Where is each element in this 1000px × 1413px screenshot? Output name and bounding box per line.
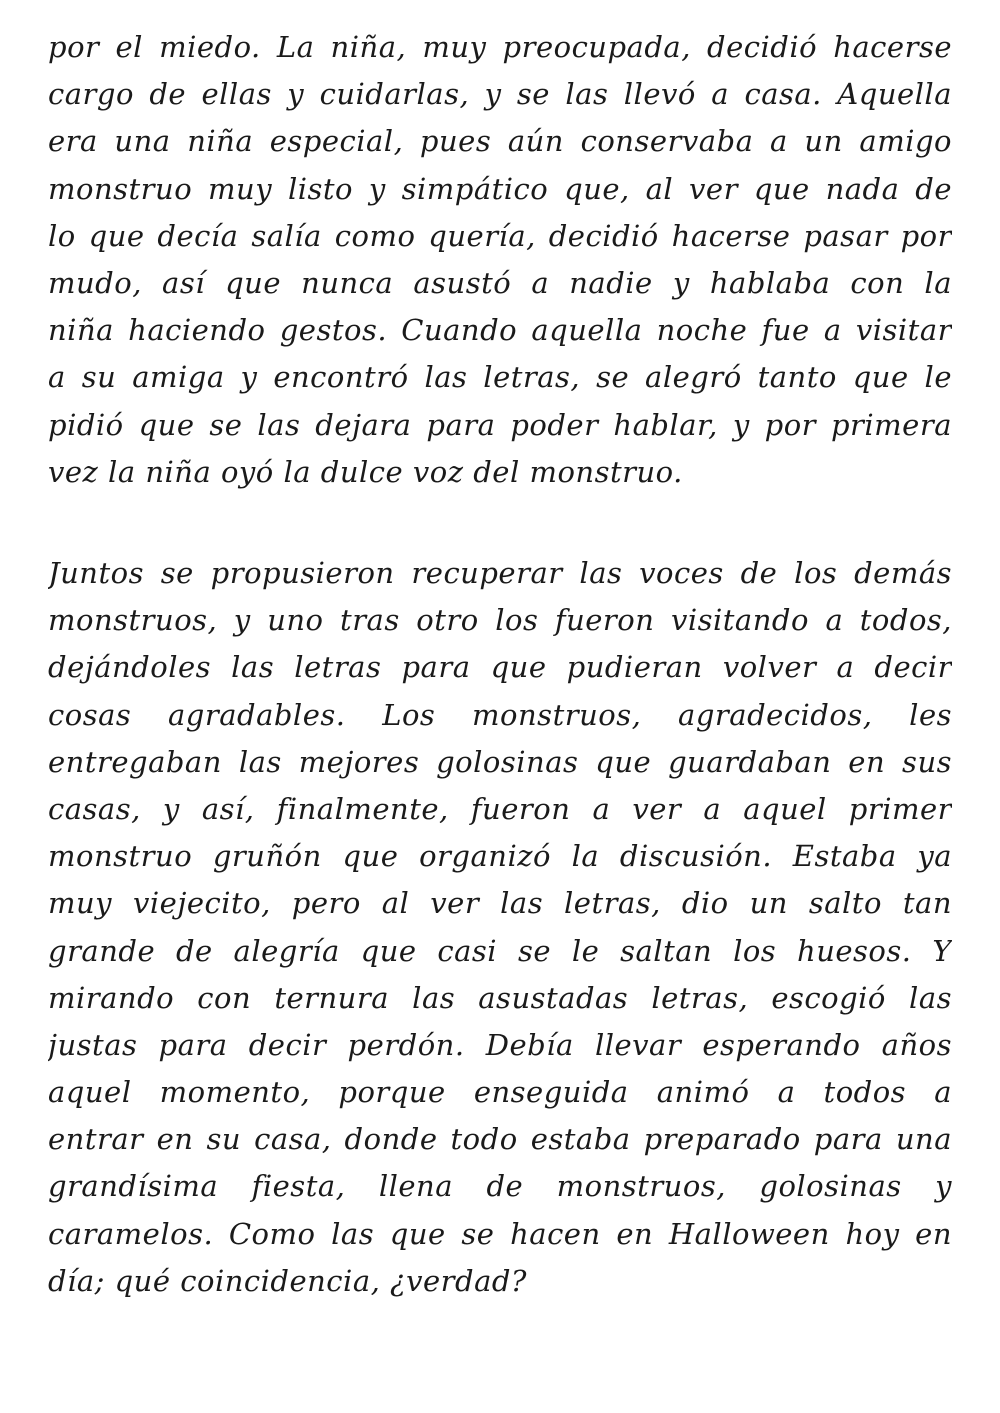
text-line: era una niña especial, pues aún conservaba a un amigo — [48, 124, 952, 159]
text-line: día; qué coincidencia, ¿verdad? — [48, 1263, 527, 1298]
text-line: cargo de ellas y cuidarlas, y se las llevó a casa. Aquella — [48, 77, 952, 112]
text-line: caramelos. Como las que se hacen en Halloween hoy en — [48, 1216, 952, 1251]
text-line: mudo, así que nunca asustó a nadie y hablaba con la — [48, 265, 952, 300]
paragraph-2 — [48, 550, 952, 1305]
text-line: niña haciendo gestos. Cuando aquella noche fue a visitar — [48, 313, 952, 348]
text-line: pidió que se las dejara para poder hablar, y por primera — [48, 407, 952, 442]
text-line: mirando con ternura las asustadas letras, escogió las — [48, 980, 952, 1015]
text-line: a su amiga y encontró las letras, se alegró tanto que le — [48, 360, 952, 395]
text-line: monstruos, y uno tras otro los fueron visitando a todos, — [48, 603, 952, 638]
text-line: monstruo gruñón que organizó la discusión. Estaba ya — [48, 839, 952, 874]
text-line: justas para decir perdón. Debía llevar esperando años — [48, 1027, 952, 1062]
text-line: entregaban las mejores golosinas que guardaban en sus — [48, 744, 952, 779]
text-line: por el miedo. La niña, muy preocupada, decidió hacerse — [48, 30, 952, 64]
text-line: lo que decía salía como quería, decidió hacerse pasar por — [48, 218, 952, 253]
paragraph-1 — [48, 24, 952, 496]
text-line: dejándoles las letras para que pudieran volver a decir — [48, 650, 952, 685]
text-line: grandísima fiesta, llena de monstruos, golosinas y — [48, 1169, 952, 1204]
text-line: Juntos se propusieron recuperar las voces de los demás — [48, 556, 952, 590]
text-line: grande de alegría que casi se le saltan los huesos. Y — [48, 933, 952, 968]
text-line: muy viejecito, pero al ver las letras, dio un salto tan — [48, 886, 952, 921]
text-line: cosas agradables. Los monstruos, agradecidos, les — [48, 697, 952, 732]
text-line: vez la niña oyó la dulce voz del monstruo. — [48, 454, 683, 489]
text-line: monstruo muy listo y simpático que, al ver que nada de — [48, 171, 952, 206]
text-line: aquel momento, porque enseguida animó a todos a — [48, 1075, 952, 1110]
text-line: entrar en su casa, donde todo estaba preparado para una — [48, 1122, 952, 1157]
text-line: casas, y así, finalmente, fueron a ver a aquel primer — [48, 791, 952, 826]
